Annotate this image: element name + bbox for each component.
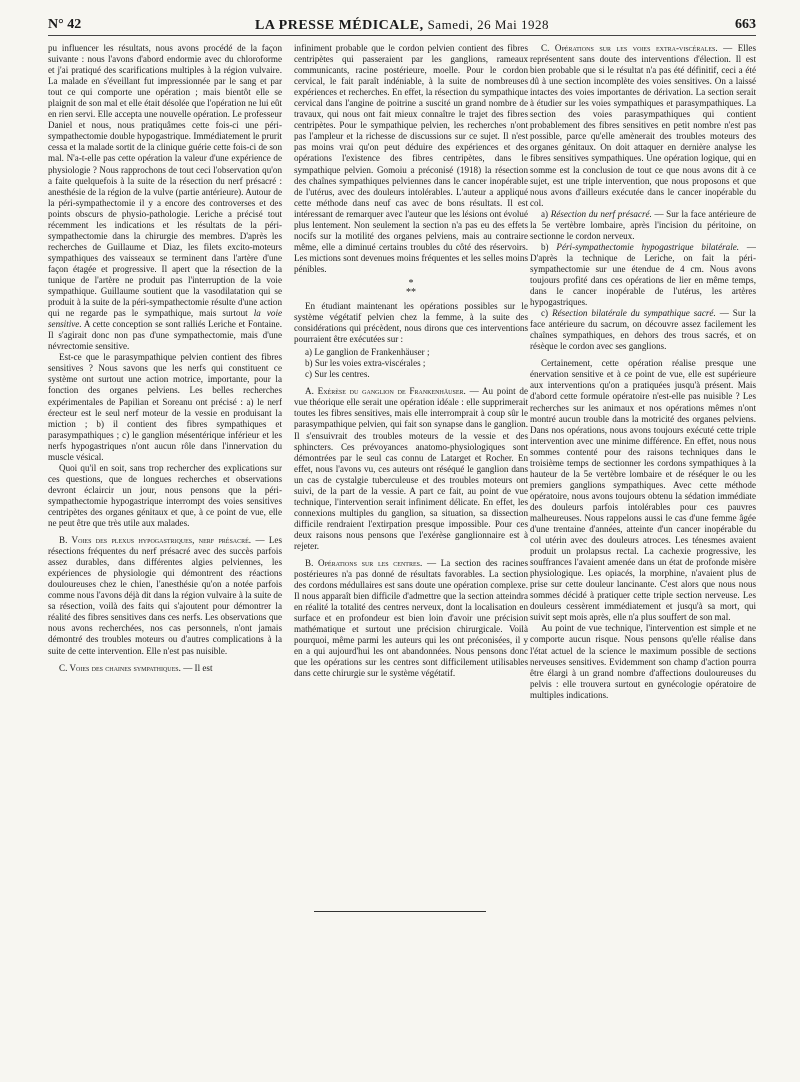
section-heading: B. Opérations sur les centres.	[305, 558, 423, 569]
step-label: a)	[541, 208, 549, 219]
step-text: — Sur la face antérieure de la 5e vertèbre lombaire, après l'incision du péritoine, on sectionne le cordon nerveux.	[530, 208, 756, 241]
issue-date: Samedi, 26 Mai 1928	[427, 17, 550, 32]
step-label: c)	[541, 308, 549, 319]
paragraph: infiniment probable que le cordon pelvien contient des fibres centripètes qui passeraient par les ganglions, rameaux communicants, racine postérieure, moelle. Pour le cordon cervical, le fait paraît indéniable, à la suite de nombreuses expériences et recherches. En effet, la résection du sympathique cervical dans l'angine de poitrine a suscité un grand nombre de travaux, qui nous ont fait mieux connaître le trajet des fibres centripètes. Pour le sympathique pelvien, les recherches n'ont pas l'ampleur et la richesse de discussions sur ce sujet. Il n'est pas moins vrai qu'on peut déduire des expériences et des opérations l'existence des fibres centripètes, dans le sympathique pelvien. Gomoiu a préconisé (1918) la résection des chaînes sympathiques pelviennes dans le cancer inopérable de l'utérus, avec des douleurs intolérables. L'auteur a appliqué cette méthode dans neuf cas avec de bons résultats. Il est intéressant de remarquer avec l'auteur que les lésions ont évolué plus lentement. Non seulement la section n'a pas eu des effets nocifs sur la motilité des organes pelviens, mais au contraire même, elle a diminué certains troubles du côté des réservoirs. Les mictions sont devenues moins fréquentes et les selles moins pénibles.	[294, 43, 528, 274]
section-b-paragraph	[48, 535, 282, 657]
journal-name: LA PRESSE MÉDICALE,	[254, 18, 424, 33]
paragraph	[48, 43, 282, 352]
section-heading: C. Voies des chaines sympathiques.	[59, 662, 181, 673]
step-c	[530, 308, 756, 352]
step-title: Péri-sympathectomie hypogastrique bilatérale.	[556, 241, 740, 252]
section-b-paragraph	[294, 558, 528, 680]
section-c-paragraph	[48, 663, 282, 674]
column-1	[48, 43, 282, 903]
section-heading: B. Voies des plexus hypogastriques, nerf présacré.	[59, 535, 252, 546]
list-item: a) Le ganglion de Frankenhäuser ;	[305, 347, 430, 358]
page-number: 663	[735, 17, 756, 32]
step-b	[530, 242, 756, 308]
paragraph-text: pu influencer les résultats, nous avons procédé de la façon suivante : nous l'avons d'abord endormie avec du chloroforme et j'ai pratiqué des scarifications multiples à la région vulvaire. La malade en s'éveillant fut impressionnée par le sang et par tout ce qui comporte une opération ; mais bientôt elle se plaignit de son mal et elle était désolée que l'opération ne lui eût en rien servi. Elle accepta une nouvelle opération. Le professeur Daniel et nous, nous pratiquâmes cette fois-ci une péri-sympathectomie double hypogastrique. Immédiatement le prurit cessa et la malade sortit de la clinique guérie cette fois-ci de son mal. N'a-t-elle pas cette opération la valeur d'une expérience de physiologie ? Nous rapprochons de tout ceci l'observation qu'on a faite quelquefois à la suite de la résection du nerf présacré : anesthésie de la région de la vulve (partie antérieure). Autour de la péri-sympathectomie il y a encore des controverses et des points obscurs de physio-pathologie. Leriche a précisé tout récemment les indications et les résultats de la péri-sympathectomie dans la chirurgie des membres. D'après les recherches de Guillaume et Diaz, les filets excito-moteurs sympathiques des vaisseaux se terminent dans l'artère d'une façon étagée et progressive. Il apert que la résection de la tunique de l'artère ne produit pas l'interruption de la voie sympathique. Guillaume soutient que la vasodilatation qui se produit à la suite de la péri-sympathectomie résulte d'une action qui ne regarde pas le sympathique, mais surtout	[48, 43, 282, 319]
paragraph-text: — La section des racines postérieures n'a pas donné de résultats favorables. La section des cordons médullaires est sans doute une opération complexe. Il nous apparaît bien difficile d'admettre que la section atteindra en réalité la totalité des centres nerveux, dont la localisation en surface et en profondeur est bien loin d'avoir une précision mathématique et surtout une précision chirurgicale. Voilà pourquoi, même parmi les auteurs qui les ont préconisées, il y en a qui aujourd'hui les ont abandonnées. Nous pensons donc que les opérations sur les centres sont difficilement utilisables dans cette chirurgie sur le système végétatif.	[294, 558, 528, 679]
step-a	[530, 209, 756, 242]
paragraph: Quoi qu'il en soit, sans trop rechercher des explications sur ces questions, que de longues recherches et observations devront éclaircir un jour, nous pensons que la péri-sympathectomie hypogastrique interrompt des voies sensitives centripètes des organes génitaux et que, à ce point de vue, elle ne peut être que très utile aux malades.	[48, 462, 282, 529]
operations-list	[294, 347, 528, 380]
paragraph: Certainement, cette opération réalise presque une énervation sensitive et à ce point de vue, elle est supérieure aux interventions qu'on a pratiquées jusqu'à présent. Mais d'abord cette formule opératoire n'est-elle pas nuisible ? Les recherches sur les animaux et nos opérations mêmes n'ont montré aucun trouble dans la motricité des organes pelviens. Dans nos opérations, nous avons toujours exécuté cette triple intervention avec une minime différence. En effet, nous nous sommes contenté pour des raisons techniques dans le troisième temps de sectionner les cordons sympathiques à la hauteur de la 5e vertèbre lombaire et de réséquer le ou les premiers ganglions sympathiques. Avec cette méthode opératoire, nous avons toujours obtenu la sédation immédiate des douleurs parfois intolérables pour ces pauvres malheureuses. Nous rappelons aussi le cas d'une femme âgée d'une trentaine d'années, atteinte d'un cancer inopérable du col utérin avec des douleurs atroces. Les ténesmes avaient produit un prolapsus rectal. La cachexie progressive, les souffrances l'avaient amenée dans un état de profonde misère physiologique. Les opiacés, la morphine, n'avaient plus de prise sur cette douleur lancinante. C'est alors que nous nous sommes décidé à pratiquer cette triple section nerveuse. Les douleurs cessèrent immédiatement et jusqu'à sa mort, qui suivit sept mois après, elle n'a plus souffert de son mal.	[530, 358, 756, 623]
paragraph-text: — Les résections fréquentes du nerf présacré avec des succès parfois assez durables, dans différentes algies pelviennes, les expériences de physiologie qui démontrent des réactions douloureuses chez le chien, l'anesthésie qu'on a notée parfois comme nous l'avons déjà dit dans la région vulvaire à la suite de sa résection, voilà des faits qui s'ajoutent pour démontrer la réalité des fibres sensitives dans ces nerfs. Les observations que nous avons recherchées, nos cas personnels, n'ont jamais démontré des troubles moteurs ou d'autres complications à la suite de cette intervention. Elle n'est pas nuisible.	[48, 535, 282, 656]
step-title: Résection bilatérale du sympathique sacré.	[552, 308, 716, 319]
column-2	[294, 43, 528, 903]
section-a-paragraph	[294, 386, 528, 552]
list-item: c) Sur les centres.	[305, 369, 370, 380]
paragraph-text: — Elles représentent sans doute des interventions d'élection. Il est bien probable que si le résultat n'a pas été définitif, ceci a été dû à une section incomplète des voies sensitives. On a laissé intactes des voies importantes de dérivation. La section serait à étudier sur les voies sympathiques et parasympathiques. La section des voies parasympathiques qui contient probablement des fibres sensitives en petit nombre n'est pas possible, parce qu'elle amènerait des troubles moteurs des organes génitaux. On doit attaquer en dernière analyse les fibres sensitives sympathiques. Une opération logique, qui en somme est la conclusion de tout ce que nous avons dit à ce sujet, est une triple intervention, que nous proposons et que nous avons d'ailleurs exécutée dans le cancer inopérable du col.	[530, 43, 756, 208]
column-3	[530, 43, 756, 903]
section-c-paragraph	[530, 43, 756, 209]
section-separator-asterisks: * **	[406, 277, 416, 298]
step-text: — Sur la face antérieure du sacrum, on découvre assez facilement les chaînes sympathiques, en dehors des trous sacrés, et on résèque le cordon avec ses ganglions.	[530, 308, 756, 352]
step-text: — D'après la technique de Leriche, on fait la péri-sympathectomie sur une étendue de 4 cm. Nous avons toujours profité dans ces opérations de lier en même temps, dans le cancer inopérable de l'utérus, les artères hypogastriques.	[530, 241, 756, 308]
italic-text: la voie sensitive.	[48, 308, 282, 330]
list-item: b) Sur les voies extra-viscérales ;	[305, 358, 426, 369]
step-label: b)	[541, 241, 549, 252]
section-heading: C. Opérations sur les voies extra-viscérales.	[541, 43, 718, 53]
paragraph-text: — Il est	[183, 662, 213, 673]
paragraph: Est-ce que le parasympathique pelvien contient des fibres sensitives ? Nous savons que les nerfs qui constituent ce système ont surtout une action motrice, importante, pour la fonction des organes pelviens. Les belles recherches expérimentales de Papilian et Soreanu ont précisé : a) le nerf érecteur est le seul nerf moteur de la vessie en produisant la miction ; b) il contient des fibres sympathiques et parasympathiques ; c) le ganglion mésentérique inférieur et les nerfs hypogastriques n'ont aucun rôle dans l'innervation du muscle vésical.	[48, 352, 282, 462]
paragraph: En étudiant maintenant les opérations possibles sur le système végétatif pelvien chez la femme, à la suite des considérations qui précèdent, nous dirons que ces interventions pourraient être exécutées sur :	[294, 300, 528, 345]
journal-title	[48, 17, 756, 34]
paragraph-text: A cette conception se sont ralliés Leriche et Fontaine. Il s'agirait donc non pas d'une sympathectomie, mais d'une névrectomie sensitive.	[48, 319, 282, 352]
paragraph-text: — Au point de vue théorique elle serait une opération idéale : elle supprimerait toutes les fibres sensitives, mais elle interromprait à coup sûr le parasympathique pelvien, qui fait son synapse dans le ganglion. Il s'ensuivrait des troubles moteurs de la vessie et des sphincters. Ces prévoyances anatomo-physiologiques sont démontrées par le seul cas connu de Latarget et Rocher. En effet, nous l'avons vu, ces auteurs ont réséqué le ganglion dans un cas de cystalgie tuberculeuse et des troubles moteurs ont suivi, de la part de la vessie. A part ce fait, au point de vue technique, l'intervention serait infiniment délicate. En effet, les connexions multiples du ganglion, sa situation, sa dissection difficile rendraient l'extirpation presque impossible. Pour ces deux raisons nous pensons que l'exérèse ganglionnaire est à rejeter.	[294, 386, 528, 551]
issue-number: N° 42	[48, 17, 82, 32]
page-header	[48, 17, 756, 36]
paragraph: Au point de vue technique, l'intervention est simple et ne comporte aucun risque. Nous pensons qu'elle réalise dans l'état actuel de la science le maximum possible de sections nerveuses sensitives. Evidemment son champ d'action pourra être élargi à un grand nombre d'affections douloureuses du pelvis : elle trouvera surtout en gynécologie opératoire de multiples indications.	[530, 623, 756, 700]
step-title: Résection du nerf présacré.	[550, 208, 652, 219]
closing-rule	[314, 911, 486, 912]
section-heading: A. Exérèse du ganglion de Frankenhäuser.	[305, 386, 466, 397]
